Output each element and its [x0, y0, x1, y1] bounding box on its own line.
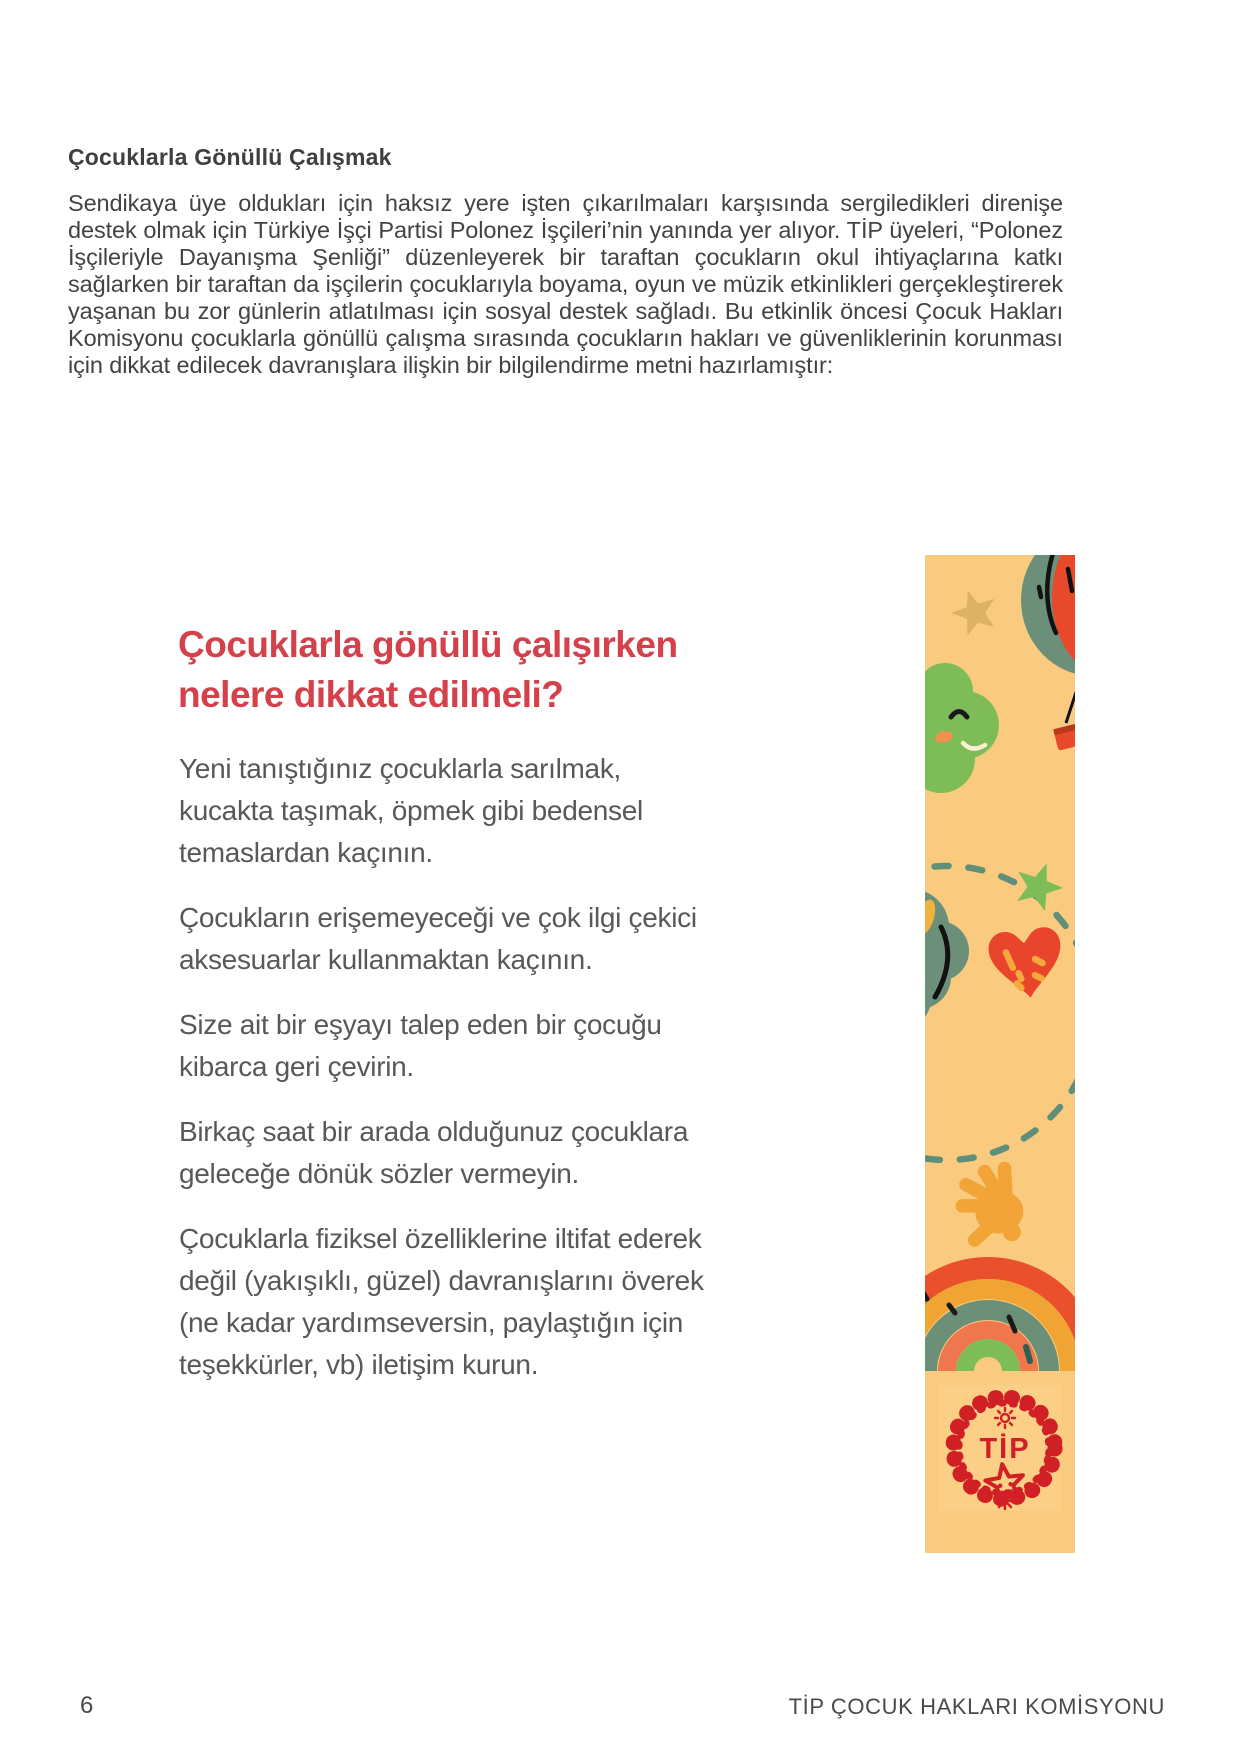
intro-paragraph: Sendikaya üye oldukları için haksız yere işten çıkarılmaları karşısında sergiledikleri direnişe destek olmak için Türkiye İşçi Partisi Polonez İşçileri’nin yanında yer alıyor. TİP üyeleri, “Polonez İşçileriyle Dayanışma Şenliği” düzenleyerek bir taraftan çocukların okul ihtiyaçlarına katkı sağlarken bir taraftan da işçilerin çocuklarıyla boyama, oyun ve müzik etkinlikleri gerçekleştirerek yaşanan bu zor günlerin atlatılması için sosyal destek sağladı. Bu etkinlik öncesi Çocuk Hakları Komisyonu çocuklarla gönüllü çalışma sırasında çocukların hakları ve güvenliklerinin korunması için dikkat edilecek davranışlara ilişkin bir bilgilendirme metni hazırlamıştır:	[68, 190, 1063, 378]
page-number: 6	[80, 1692, 94, 1719]
flake-icon	[997, 1493, 1013, 1509]
decorative-illustration-strip	[925, 555, 1075, 1553]
red-section-title-line2: nelere dikkat edilmeli?	[178, 674, 564, 715]
guideline-item: Birkaç saat bir arada olduğunuz çocuklara geleceğe dönük sözler vermeyin.	[179, 1116, 689, 1189]
red-section-title-line1: Çocuklarla gönüllü çalışırken	[178, 624, 678, 665]
section-heading: Çocuklarla Gönüllü Çalışmak	[68, 144, 392, 170]
guideline-item: Size ait bir eşyayı talep eden bir çocuğu kibarca geri çevirin.	[179, 1009, 662, 1082]
guideline-item: Yeni tanıştığınız çocuklarla sarılmak, kucakta taşımak, öpmek gibi bedensel temaslardan kaçının.	[179, 753, 643, 868]
guideline-item: Çocukların erişemeyeceği ve çok ilgi çekici aksesuarlar kullanmaktan kaçının.	[179, 902, 697, 975]
logo-text: TİP	[979, 1433, 1031, 1465]
footer-organization: TİP ÇOCUK HAKLARI KOMİSYONU	[788, 1694, 1165, 1719]
guideline-item: Çocuklarla fiziksel özelliklerine iltifat ederek değil (yakışıklı, güzel) davranışlarını överek (ne kadar yardımseversin, paylaştığın için teşekkürler, vb) iletişim kurun.	[179, 1223, 704, 1380]
red-section-title	[178, 620, 838, 720]
rainbow-icon	[925, 1268, 1075, 1371]
guidelines-list	[179, 748, 704, 1409]
